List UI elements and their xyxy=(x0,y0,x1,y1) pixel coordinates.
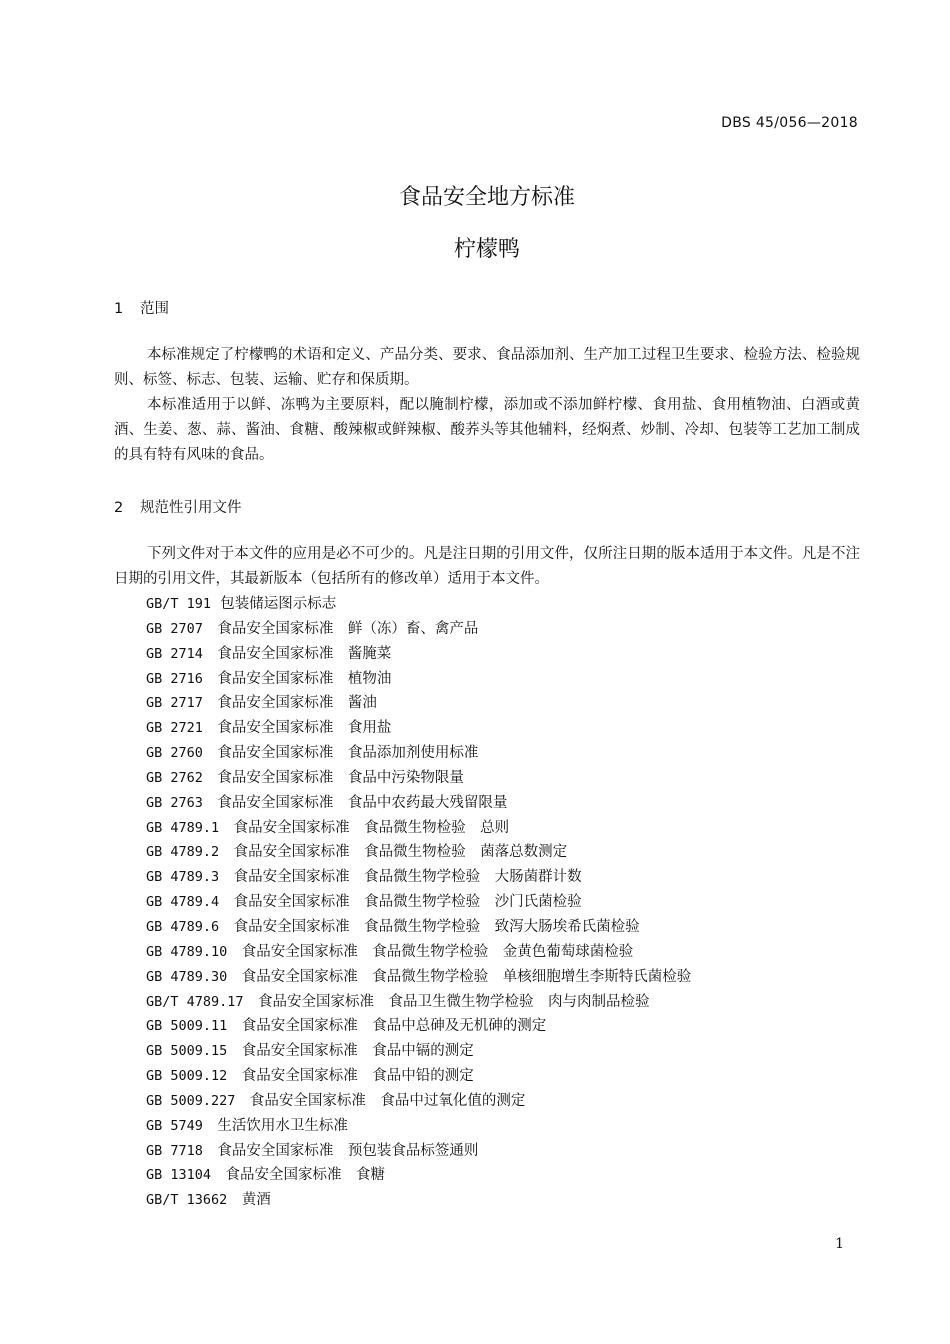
reference-title: 食品安全国家标准 食品中过氧化值的测定 xyxy=(249,1092,526,1109)
reference-title: 食品安全国家标准 食品中污染物限量 xyxy=(217,769,464,786)
reference-item xyxy=(146,840,691,865)
reference-code: GB 4789.1 xyxy=(146,819,220,836)
reference-code: GB 5009.11 xyxy=(146,1018,228,1035)
reference-item xyxy=(146,1163,691,1188)
reference-item xyxy=(146,741,691,766)
reference-title: 食品安全国家标准 食品微生物学检验 大肠菌群计数 xyxy=(233,869,582,886)
reference-title: 食品安全国家标准 食品中农药最大残留限量 xyxy=(217,794,508,811)
reference-code: GB 4789.6 xyxy=(146,918,220,935)
paragraph: 下列文件对于本文件的应用是必不可少的。凡是注日期的引用文件，仅所注日期的版本适用于本文件。凡是不注日期的引用文件，其最新版本（包括所有的修改单）适用于本文件。 xyxy=(114,546,860,587)
reference-title: 食品安全国家标准 酱油 xyxy=(217,695,377,712)
reference-title: 食品安全国家标准 食品微生物检验 菌落总数测定 xyxy=(233,844,568,861)
reference-code: GB 13104 xyxy=(146,1167,212,1184)
reference-code: GB 5009.12 xyxy=(146,1068,228,1085)
reference-code: GB/T 191 xyxy=(146,596,212,612)
reference-item xyxy=(146,691,691,716)
reference-code: GB 4789.30 xyxy=(146,968,228,985)
reference-code: GB 2707 xyxy=(146,620,203,637)
reference-title: 食品安全国家标准 酱腌菜 xyxy=(217,645,392,662)
reference-item xyxy=(146,716,691,741)
reference-title: 食品安全国家标准 食品微生物学检验 金黄色葡萄球菌检验 xyxy=(241,943,634,960)
reference-code: GB 2716 xyxy=(146,670,203,687)
reference-item xyxy=(146,617,691,642)
reference-title: 食品安全国家标准 食品中总砷及无机砷的测定 xyxy=(241,1018,547,1035)
document-title: 食品安全地方标准 xyxy=(398,185,575,210)
reference-code: GB 2762 xyxy=(146,769,203,786)
section-number: 2 xyxy=(114,500,124,516)
reference-item xyxy=(146,667,691,692)
document-subtitle: 柠檬鸭 xyxy=(453,237,520,262)
reference-code: GB 2717 xyxy=(146,695,203,712)
reference-title: 食品安全国家标准 食品微生物检验 总则 xyxy=(233,819,510,836)
reference-title: 食品安全国家标准 食品微生物学检验 致泻大肠埃希氏菌检验 xyxy=(233,918,640,935)
reference-item xyxy=(146,915,691,940)
reference-code: GB 4789.2 xyxy=(146,844,220,861)
reference-code: GB 5009.15 xyxy=(146,1043,228,1060)
reference-code: GB 2714 xyxy=(146,645,203,662)
reference-list xyxy=(146,592,691,1213)
reference-item xyxy=(146,1014,691,1039)
reference-item xyxy=(146,592,691,617)
reference-title: 食品安全国家标准 食用盐 xyxy=(217,720,392,737)
paragraph: 本标准规定了柠檬鸭的术语和定义、产品分类、要求、食品添加剂、生产加工过程卫生要求、检验方法、检验规则、标签、标志、包装、运输、贮存和保质期。 xyxy=(114,347,860,388)
reference-item xyxy=(146,990,691,1015)
section-heading-scope xyxy=(114,297,169,318)
reference-code: GB 4789.4 xyxy=(146,894,220,911)
section-title: 范围 xyxy=(140,301,169,317)
reference-item xyxy=(146,816,691,841)
reference-code: GB 2760 xyxy=(146,745,203,762)
reference-item xyxy=(146,1114,691,1139)
reference-code: GB 4789.3 xyxy=(146,869,220,886)
reference-item xyxy=(146,890,691,915)
reference-title: 食品安全国家标准 预包装食品标签通则 xyxy=(217,1142,479,1159)
reference-code: GB/T 4789.17 xyxy=(146,993,244,1010)
reference-title: 食品安全国家标准 食品卫生微生物学检验 肉与肉制品检验 xyxy=(258,993,650,1010)
reference-title: 食品安全国家标准 食糖 xyxy=(225,1167,386,1184)
reference-code: GB 2763 xyxy=(146,794,203,811)
reference-code: GB 4789.10 xyxy=(146,943,228,960)
reference-title: 食品安全国家标准 食品微生物学检验 单核细胞增生李斯特氏菌检验 xyxy=(241,968,692,985)
reference-item xyxy=(146,965,691,990)
section-number: 1 xyxy=(114,301,124,317)
reference-title: 食品安全国家标准 植物油 xyxy=(217,670,392,687)
reference-item xyxy=(146,865,691,890)
reference-title: 黄酒 xyxy=(241,1192,271,1209)
reference-title: 食品安全国家标准 食品添加剂使用标准 xyxy=(217,745,479,762)
reference-item xyxy=(146,1039,691,1064)
reference-code: GB 7718 xyxy=(146,1142,203,1159)
section-heading-normative-references xyxy=(114,496,242,517)
reference-title: 包装储运图示标志 xyxy=(220,596,337,612)
reference-item xyxy=(146,1139,691,1164)
reference-item xyxy=(146,1064,691,1089)
page-number: 1 xyxy=(835,1236,844,1252)
reference-title: 食品安全国家标准 鲜（冻）畜、禽产品 xyxy=(217,620,479,637)
reference-item xyxy=(146,766,691,791)
reference-code: GB 2721 xyxy=(146,720,203,737)
standard-code: DBS 45/056—2018 xyxy=(721,115,858,131)
reference-item xyxy=(146,642,691,667)
reference-title: 食品安全国家标准 食品微生物学检验 沙门氏菌检验 xyxy=(233,894,582,911)
reference-code: GB 5749 xyxy=(146,1117,203,1134)
reference-item xyxy=(146,1089,691,1114)
reference-title: 食品安全国家标准 食品中镉的测定 xyxy=(241,1043,474,1060)
reference-item xyxy=(146,1188,691,1213)
reference-code: GB/T 13662 xyxy=(146,1192,228,1209)
section-title: 规范性引用文件 xyxy=(140,500,242,516)
reference-code: GB 5009.227 xyxy=(146,1092,236,1109)
paragraph: 本标准适用于以鲜、冻鸭为主要原料，配以腌制柠檬，添加或不添加鲜柠檬、食用盐、食用植物油、白酒或黄酒、生姜、葱、蒜、酱油、食糖、酸辣椒或鲜辣椒、酸荞头等其他辅料，经焖煮、炒制、冷却、包装等工艺加工制成的具有特有风味的食品。 xyxy=(114,397,860,463)
reference-title: 食品安全国家标准 食品中铅的测定 xyxy=(241,1068,474,1085)
reference-item xyxy=(146,940,691,965)
reference-item xyxy=(146,791,691,816)
reference-title: 生活饮用水卫生标准 xyxy=(217,1117,348,1134)
